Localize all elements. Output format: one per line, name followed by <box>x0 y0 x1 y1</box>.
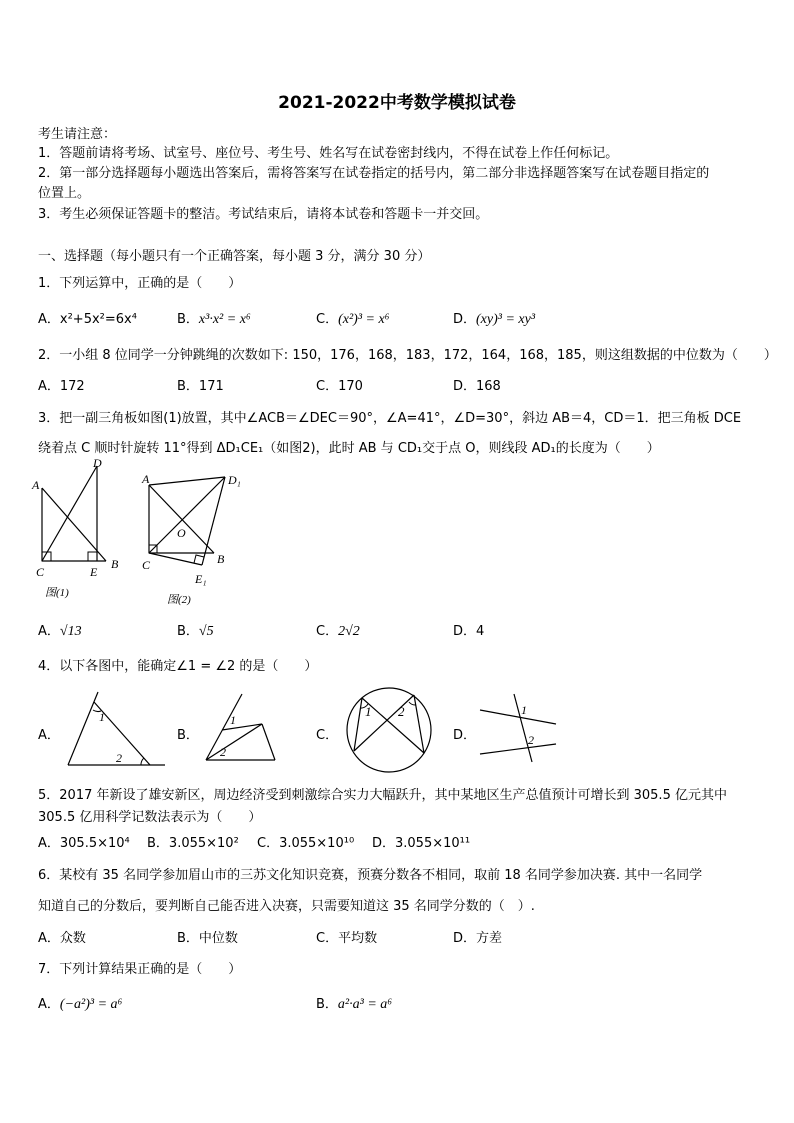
q3-stem-line-2: 绕着点 C 顺时针旋转 11°得到 ΔD₁CE₁（如图2)，此时 AB 与 CD₁交于点 O，则线段 AD₁的长度为（ ） <box>38 441 660 456</box>
q6-option-c: C．平均数 <box>316 931 378 946</box>
q4-figure-b <box>200 690 300 765</box>
q3-figure-2 <box>137 465 252 610</box>
q3-fig1-label-c: C <box>36 565 45 579</box>
q3-fig2-label-a: A <box>142 472 150 486</box>
q3-fig1-caption: 图(1) <box>45 587 69 599</box>
q4a-angle-2: 2 <box>116 751 122 765</box>
q4c-angle-2: 2 <box>398 704 405 719</box>
q2-stem: 2．一小组 8 位同学一分钟跳绳的次数如下: 150，176，168，183，172，164，168，185，则这组数据的中位数为（ ） <box>38 348 777 363</box>
q1-option-b: B．x³·x² = x⁶ <box>177 312 251 327</box>
q3-fig1-label-a: A <box>32 478 40 492</box>
q3-option-d: D．4 <box>453 624 485 639</box>
q3-figure-1 <box>30 458 130 608</box>
q3-fig1-label-d: D <box>93 456 102 470</box>
q5-option-a: A．305.5×10⁴ <box>38 836 130 851</box>
q5-option-d: D．3.055×10¹¹ <box>372 836 471 851</box>
q2-option-b: B．171 <box>177 379 224 394</box>
q4c-angle-1: 1 <box>365 704 372 719</box>
notice-line-1: 1．答题前请将考场、试室号、座位号、考生号、姓名写在试卷密封线内，不得在试卷上作任何标记。 <box>38 146 619 161</box>
section-heading: 一、选择题（每小题只有一个正确答案，每小题 3 分，满分 30 分） <box>38 249 431 264</box>
page-title: 2021-2022中考数学模拟试卷 <box>278 93 516 113</box>
q6-stem-line-1: 6．某校有 35 名同学参加眉山市的三苏文化知识竞赛，预赛分数各不相同，取前 18 名同学参加决赛. 其中一名同学 <box>38 868 703 883</box>
q3-fig2-label-b: B <box>217 552 225 566</box>
q3-fig2-label-c: C <box>142 558 151 572</box>
q3-fig2-label-o: O <box>177 526 186 540</box>
q5-option-c: C．3.055×10¹⁰ <box>257 836 355 851</box>
q1-option-a: A．x²+5x²=6x⁴ <box>38 312 137 327</box>
q3-fig2-label-e1: E₁ <box>195 572 207 586</box>
q4d-angle-1: 1 <box>521 703 527 717</box>
q3-fig2-caption: 图(2) <box>167 594 191 606</box>
q4-option-b: B． <box>177 728 199 743</box>
q3-option-b: B．√5 <box>177 624 214 639</box>
q1-option-d: D．(xy)³ = xy³ <box>453 312 536 327</box>
q4-figure-a <box>62 688 172 768</box>
q4-option-a: A． <box>38 728 60 743</box>
q1-option-c: C．(x²)³ = x⁶ <box>316 312 390 327</box>
q4b-angle-1: 1 <box>230 713 236 727</box>
q7-option-a: A．(−a²)³ = a⁶ <box>38 997 123 1012</box>
q4-figure-d <box>476 690 576 765</box>
q7-option-b: B．a²·a³ = a⁶ <box>316 997 393 1012</box>
q7-stem: 7．下列计算结果正确的是（ ） <box>38 962 242 977</box>
q5-stem-line-1: 5．2017 年新设了雄安新区，周边经济受到刺激综合实力大幅跃升，其中某地区生产总值预计可增长到 305.5 亿元其中 <box>38 788 727 803</box>
q3-option-a: A．√13 <box>38 624 82 639</box>
q5-option-b: B．3.055×10² <box>147 836 239 851</box>
q3-fig2-label-d1: D₁ <box>228 473 241 487</box>
q6-option-a: A．众数 <box>38 931 86 946</box>
q4-figure-c <box>344 685 439 780</box>
q4a-angle-1: 1 <box>99 710 105 724</box>
q3-stem-line-1: 3．把一副三角板如图(1)放置，其中∠ACB＝∠DEC＝90°，∠A=41°，∠D=30°，斜边 AB＝4，CD＝1．把三角板 DCE <box>38 411 742 426</box>
q5-stem-line-2: 305.5 亿用科学记数法表示为（ ） <box>38 810 262 825</box>
q4-option-c: C． <box>316 728 339 743</box>
q2-option-c: C．170 <box>316 379 363 394</box>
q4d-angle-2: 2 <box>528 733 534 747</box>
q4b-angle-2: 2 <box>220 745 226 759</box>
notice-line-3: 3．考生必须保证答题卡的整洁。考试结束后，请将本试卷和答题卡一并交回。 <box>38 207 489 222</box>
q6-stem-line-2: 知道自己的分数后，要判断自己能否进入决赛，只需要知道这 35 名同学分数的（ ）. <box>38 899 535 914</box>
notice-line-2: 2．第一部分选择题每小题选出答案后，需将答案写在试卷指定的括号内，第二部分非选择题答案写在试卷题目指定的 <box>38 166 710 181</box>
q6-option-d: D．方差 <box>453 931 503 946</box>
q2-option-d: D．168 <box>453 379 501 394</box>
q3-fig1-label-e: E <box>90 565 98 579</box>
q6-option-b: B．中位数 <box>177 931 238 946</box>
notice-line-2-cont: 位置上。 <box>38 186 91 201</box>
q4-option-d: D． <box>453 728 477 743</box>
notice-heading: 考生请注意： <box>38 127 117 142</box>
q1-stem: 1．下列运算中，正确的是（ ） <box>38 276 242 291</box>
q3-option-c: C．2√2 <box>316 624 360 639</box>
q3-fig1-label-b: B <box>111 557 119 571</box>
q2-option-a: A．172 <box>38 379 85 394</box>
q4-stem: 4．以下各图中，能确定∠1 = ∠2 的是（ ） <box>38 659 318 674</box>
